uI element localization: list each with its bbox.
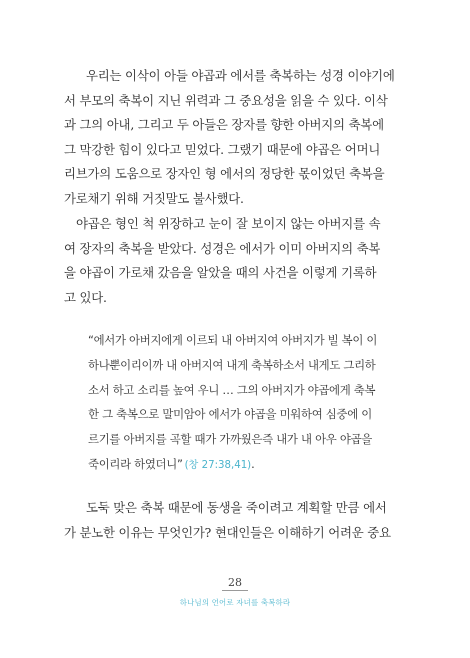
paragraph-line: 리브가의 도움으로 장자인 형 에서의 정당한 몫이었던 축복을 bbox=[64, 166, 385, 182]
paragraph-2 bbox=[64, 212, 381, 310]
scripture-quote bbox=[88, 328, 378, 479]
page-number-rule bbox=[222, 590, 248, 591]
quote-line: 하나뿐이리이까 내 아버지여 내게 축복하소서 내게도 그리하 bbox=[88, 357, 376, 372]
quote-line-last bbox=[88, 452, 372, 479]
paragraph-line: 과 그의 아내, 그리고 두 아들은 장자를 향한 아버지의 축복에 bbox=[64, 117, 384, 133]
quote-line: “에서가 아버지에게 이르되 내 아버지여 아버지가 빌 복이 이 bbox=[88, 333, 378, 347]
paragraph-line: 고 있다. bbox=[64, 289, 107, 305]
scripture-reference: (창 27:38,41) bbox=[184, 459, 252, 471]
paragraph-3 bbox=[64, 496, 391, 545]
quote-last-text: 죽이리라 하였더니” bbox=[88, 456, 183, 471]
paragraph-line: 야곱은 형인 척 위장하고 눈이 잘 보이지 않는 아버지를 속 bbox=[76, 216, 381, 231]
paragraph-line: 그 막강한 힘이 있다고 믿었다. 그랬기 때문에 야곱은 어머니 bbox=[64, 141, 381, 157]
paragraph-line: 여 장자의 축복을 받았다. 성경은 에서가 이미 아버지의 축복 bbox=[64, 240, 381, 256]
quote-line: 한 그 축복으로 말미암아 에서가 야곱을 미워하여 심중에 이 bbox=[88, 407, 372, 422]
paragraph-1 bbox=[64, 64, 395, 212]
paragraph-line: 가로채기 위해 거짓말도 불사했다. bbox=[64, 190, 244, 206]
page-number: 28 bbox=[228, 576, 242, 589]
paragraph-line: 을 야곱이 가로채 갔음을 알았을 때의 사건을 이렇게 기록하 bbox=[64, 265, 377, 281]
quote-line: 소서 하고 소리를 높여 우니 … 그의 아버지가 야곱에게 축복 bbox=[88, 382, 376, 397]
paragraph-line: 우리는 이삭이 아들 야곱과 에서를 축복하는 성경 이야기에 bbox=[86, 68, 395, 83]
quote-end-punctuation: . bbox=[251, 456, 255, 471]
running-title: 하나님의 언어로 자녀를 축복하라 bbox=[179, 598, 291, 607]
paragraph-line: 도둑 맞은 축복 때문에 동생을 죽이려고 계획할 만큼 에서 bbox=[86, 500, 387, 515]
paragraph-line: 가 분노한 이유는 무엇인가? 현대인들은 이해하기 어려운 중요 bbox=[64, 524, 391, 540]
paragraph-line: 서 부모의 축복이 지닌 위력과 그 중요성을 읽을 수 있다. 이삭 bbox=[64, 92, 388, 108]
quote-line: 르기를 아버지를 곡할 때가 가까웠은즉 내가 내 아우 야곱을 bbox=[88, 432, 372, 447]
